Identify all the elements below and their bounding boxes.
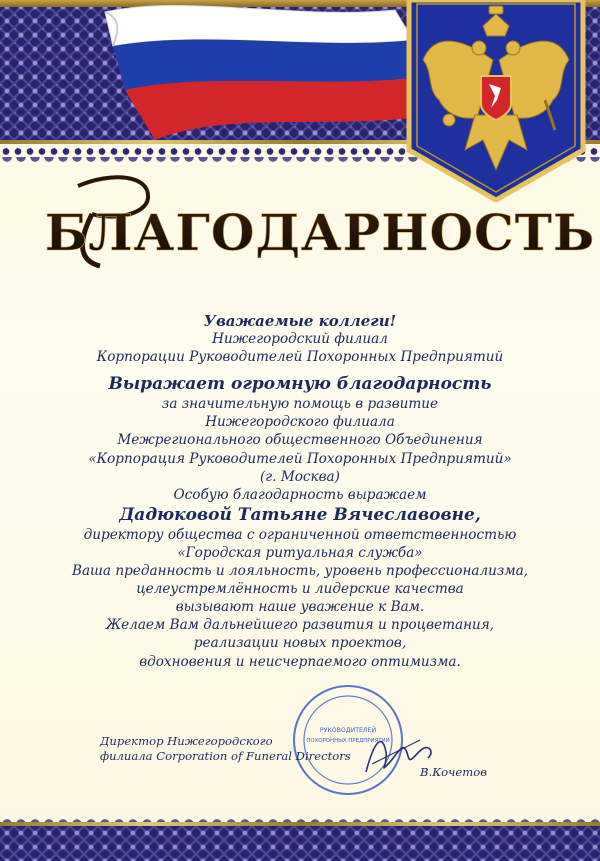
body-text (40, 312, 560, 671)
signatory-title (100, 734, 360, 764)
body-line: за значительную помощь в развитие (161, 396, 439, 413)
signatory-title-line-1: Директор Нижегородского (100, 734, 273, 748)
stamp-line-2: ПОХОРОННЫХ ПРЕДПРИЯТИЙ (306, 738, 390, 744)
document-title (0, 168, 600, 278)
body-line: реализации новых проектов, (193, 635, 407, 652)
body-line: директору общества с ограниченной ответственностью (83, 526, 517, 543)
body-line: вызывают наше уважение к Вам. (175, 599, 425, 616)
sender-line-1: Нижегородский филиал (212, 331, 388, 348)
body-line: Ваша преданность и лояльность, уровень профессионализма, (71, 563, 529, 580)
body-line: Особую благодарность выражаем (173, 486, 427, 503)
stamp-line-1: РУКОВОДИТЕЛЕЙ (319, 727, 377, 734)
body-line: вдохновения и неисчерпаемого оптимизма. (139, 653, 461, 670)
body-line: (г. Москва) (260, 468, 340, 485)
title-text: БЛАГОДАРНОСТЬ (44, 203, 596, 262)
body-line: «Городская ритуальная служба» (177, 544, 423, 561)
russian-flag-icon (95, 0, 425, 145)
sender-line-2: Корпорации Руководителей Похоронных Предприятий (96, 349, 504, 366)
body-line: «Корпорация Руководителей Похоронных Предприятий» (88, 450, 512, 467)
recipient-name: Дадюковой Татьяне Вячеславовне, (119, 504, 481, 525)
ornamental-bottom-band (0, 826, 600, 861)
body-line: Нижегородского филиала (205, 414, 395, 431)
body-line: целеустремлённость и лидерские качества (136, 581, 464, 598)
signatory-name: В.Кочетов (420, 765, 487, 779)
gratitude-heading: Выражает огромную благодарность (108, 374, 492, 395)
body-line: Желаем Вам дальнейшего развития и процветания, (105, 617, 495, 634)
greeting: Уважаемые коллеги! (203, 312, 397, 330)
body-line: Межрегионального общественного Объединения (117, 432, 483, 449)
signatory-title-line-2: филиала Corporation of Funeral Directors (100, 749, 351, 763)
